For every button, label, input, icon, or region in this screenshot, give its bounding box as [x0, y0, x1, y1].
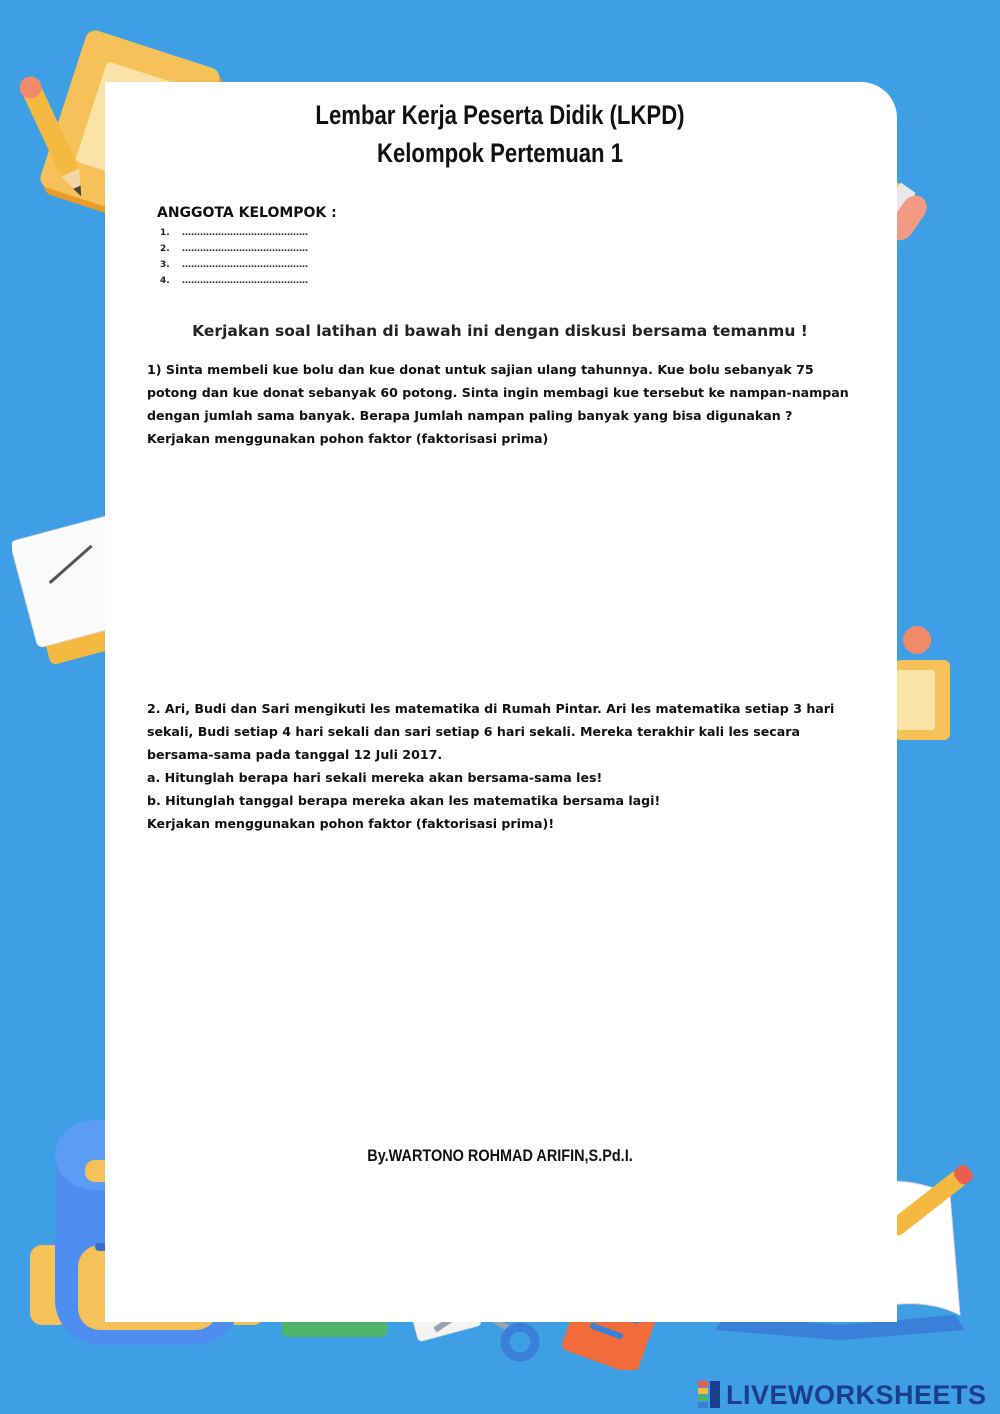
author-credit: By.WARTONO ROHMAD ARIFIN,S.Pd.I.: [367, 1146, 633, 1165]
worksheet-title: Lembar Kerja Peserta Didik (LKPD): [315, 100, 685, 130]
member-number: 2.: [160, 244, 170, 254]
member-blank: ……………………………………: [182, 244, 308, 254]
question-1-text: 1) Sinta membeli kue bolu dan kue donat untuk sajian ulang tahunnya. Kue bolu sebanyak 75 potong dan kue donat sebanyak 60 potong. Sinta ingin membagi kue tersebut ke nampan-nampan dengan jumlah sama banyak. Berapa Jumlah nampan paling banyak yang bisa digunakan ?: [147, 362, 849, 423]
question-2-part-b: b. Hitunglah tanggal berapa mereka akan les matematika bersama lagi!: [147, 793, 661, 808]
member-number: 4.: [160, 276, 170, 286]
question-1-method: Kerjakan menggunakan pohon faktor (faktorisasi prima): [147, 431, 549, 446]
pencil-icon: [20, 70, 90, 210]
book-icon: [895, 620, 960, 750]
notepad-icon: [12, 510, 112, 670]
member-line[interactable]: [160, 244, 308, 260]
question-2-text: 2. Ari, Budi dan Sari mengikuti les matematika di Rumah Pintar. Ari les matematika setiap 3 hari sekali, Budi setiap 4 hari sekali dan sari setiap 6 hari sekali. Mereka terakhir kali les secara bersama-sama pada tanggal 12 Juli 2017.: [147, 701, 835, 762]
member-blank: ……………………………………: [182, 228, 308, 238]
member-line[interactable]: [160, 260, 308, 276]
question-1: [147, 358, 859, 450]
member-line[interactable]: [160, 276, 308, 292]
question-2: [147, 697, 859, 835]
member-number: 1.: [160, 228, 170, 238]
liveworksheets-logo-icon: [698, 1381, 722, 1409]
group-members-list: [160, 228, 308, 292]
group-members-heading: ANGGOTA KELOMPOK :: [157, 205, 337, 221]
member-line[interactable]: [160, 228, 308, 244]
question-2-part-a: a. Hitunglah berapa hari sekali mereka akan bersama-sama les!: [147, 770, 603, 785]
worksheet-subtitle: Kelompok Pertemuan 1: [376, 138, 624, 168]
liveworksheets-logo-text: LIVEWORKSHEETS: [726, 1379, 987, 1410]
liveworksheets-logo: [698, 1380, 987, 1410]
member-blank: ……………………………………: [182, 276, 308, 286]
instruction-text: Kerjakan soal latihan di bawah ini dengan diskusi bersama temanmu !: [192, 322, 808, 340]
question-2-method: Kerjakan menggunakan pohon faktor (faktorisasi prima)!: [147, 816, 555, 831]
member-number: 3.: [160, 260, 170, 270]
member-blank: ……………………………………: [182, 260, 308, 270]
